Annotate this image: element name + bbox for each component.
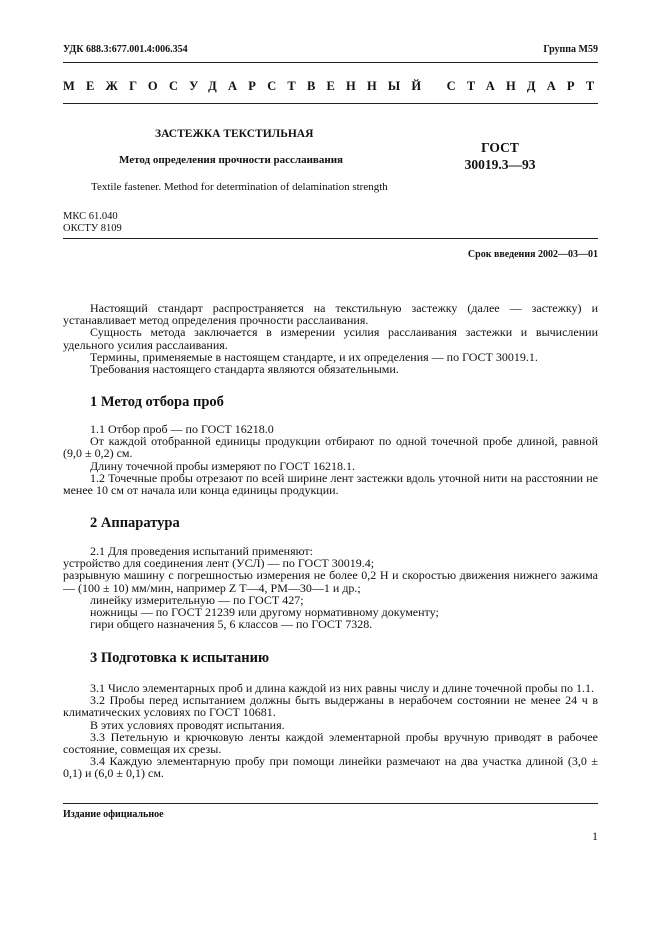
paragraph: Длину точечной пробы измеряют по ГОСТ 16218.1. [90, 458, 356, 473]
standard-banner: МЕЖГОСУДАРСТВЕННЫЙ СТАНДАРТ [63, 79, 606, 93]
section-2 [63, 517, 598, 529]
section-2-body [63, 545, 598, 630]
paragraph: устройство для соединения лент (УСЛ) — по ГОСТ 30019.4; [63, 556, 375, 571]
gost-label: ГОСТ [481, 140, 519, 155]
footer-rule [63, 803, 598, 804]
gost-designation [455, 139, 545, 173]
paragraph: 3.2 Пробы перед испытанием должны быть выдержаны в нерабочем состоянии не менее 24 ч в климатических условиях по ГОСТ 10681. [63, 693, 598, 720]
section-1 [63, 396, 598, 408]
header-rule-top [63, 62, 598, 63]
document-subtitle: Метод определения прочности расслаивания [119, 154, 343, 166]
paragraph: В этих условиях проводят испытания. [90, 717, 285, 732]
paragraph: 1.2 Точечные пробы отрезают по всей ширине лент застежки вдоль уточной нити на расстоянии не менее 10 см от начала или конца единицы продукции. [63, 470, 598, 498]
section-heading: 3 Подготовка к испытанию [90, 650, 270, 666]
english-title: Textile fastener. Method for determination of delamination strength [91, 181, 388, 193]
paragraph: линейку измерительную — по ГОСТ 427; [90, 592, 304, 607]
paragraph: ножницы — по ГОСТ 21239 или другому нормативному документу; [90, 605, 439, 620]
okstu-code: ОКСТУ 8109 [63, 223, 122, 234]
mks-code: МКС 61.040 [63, 211, 118, 222]
effective-date: Срок введения 2002—03—01 [467, 249, 598, 260]
section-heading: 1 Метод отбора проб [90, 394, 224, 410]
paragraph: 2.1 Для проведения испытаний применяют: [90, 544, 313, 558]
udk-code: УДК 688.3:677.001.4:006.354 [63, 44, 188, 55]
paragraph: 3.3 Петельную и крючковую ленты каждой элементарной пробы вручную приводят в рабочее состояние, совмещая их срезы. [63, 729, 598, 757]
intro-paragraph: Термины, применяемые в настоящем стандарте, и их определения — по ГОСТ 30019.1. [90, 349, 538, 364]
document-title: ЗАСТЕЖКА ТЕКСТИЛЬНАЯ [155, 128, 314, 140]
classification-rule [63, 238, 598, 239]
section-1-body [63, 423, 598, 496]
intro-block [63, 302, 598, 375]
paragraph: разрывную машину с погрешностью измерения не более 0,2 Н и скоростью движения нижнего зажима — (100 ± 10) мм/мин, например Z Т—4, РМ—30—1 и др.; [63, 568, 598, 595]
group-code: Группа М59 [543, 44, 598, 55]
header-rule-bottom [63, 103, 598, 104]
paragraph: 3.1 Число элементарных проб и длина каждой из них равны числу и длине точечной пробы по 1.1. [90, 681, 594, 695]
intro-paragraph: Сущность метода заключается в измерении усилия расслаивания застежки и вычислении удельного усилия расслаивания. [63, 325, 598, 352]
paragraph: гири общего назначения 5, 6 классов — по ГОСТ 7328. [90, 617, 373, 632]
paragraph: 3.4 Каждую элементарную пробу при помощи линейки размечают на два участка длиной (3,0 ± 0,1) и (6,0 ± 0,1) см. [63, 754, 598, 781]
edition-label: Издание официальное [63, 809, 164, 820]
section-3 [63, 652, 598, 664]
paragraph: От каждой отобранной единицы продукции отбирают по одной точечной пробе длиной, равной (9,0 ± 0,2) см. [63, 434, 598, 461]
intro-paragraph: Требования настоящего стандарта являются обязательными. [90, 362, 399, 377]
section-3-body [63, 682, 598, 780]
paragraph: 1.1 Отбор проб — по ГОСТ 16218.0 [90, 422, 274, 436]
intro-paragraph: Настоящий стандарт распространяется на текстильную застежку (далее — застежку) и устанавливает метод определения прочности расслаивания. [63, 301, 598, 328]
section-heading: 2 Аппаратура [90, 515, 180, 531]
gost-number: 30019.3—93 [464, 157, 536, 172]
page-number: 1 [592, 829, 598, 843]
